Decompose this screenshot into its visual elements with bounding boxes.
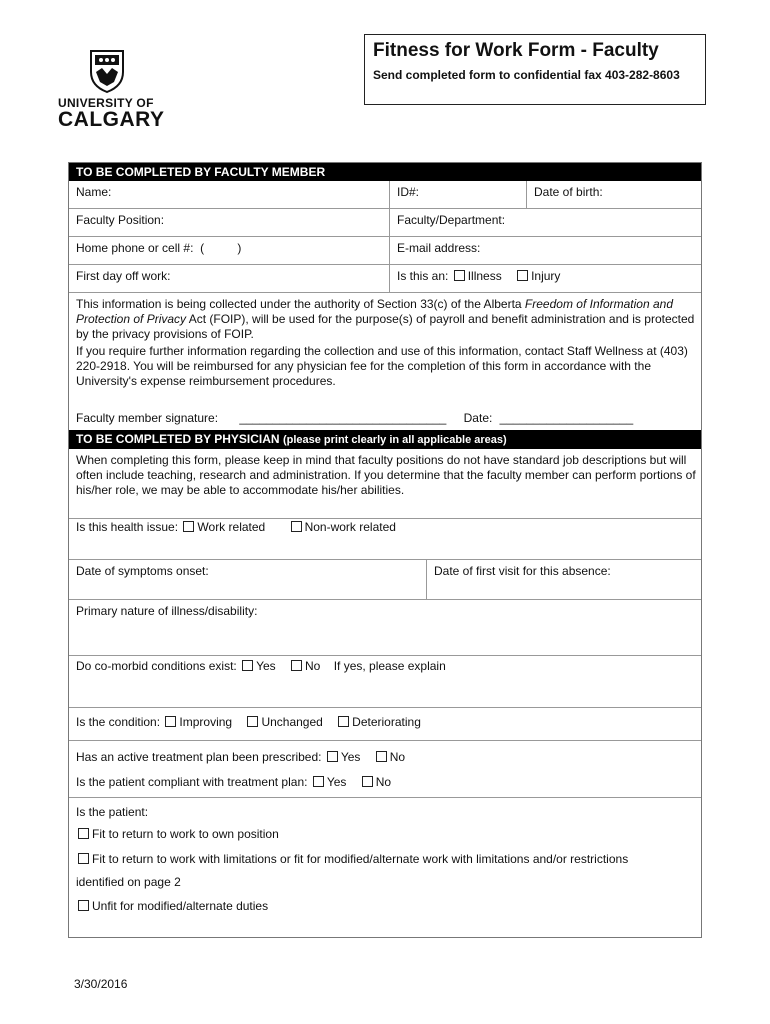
physician-intro: When completing this form, please keep in mind that faculty positions do not have standard job descriptions but will often include teaching, research and administration. If you determine that the faculty member can perform portions of his/her role, we may be able to accommodate his/her abilities. <box>76 453 696 497</box>
signature-blank: _______________________________ <box>239 411 447 425</box>
fit-limited-continued: identified on page 2 <box>76 875 181 889</box>
condition-question <box>76 715 421 730</box>
university-name-line2: CALGARY <box>58 108 165 131</box>
condition-label: Is the condition: <box>76 715 161 729</box>
compliant-label: Is the patient compliant with treatment plan: <box>76 775 308 789</box>
first-visit-label: Date of first visit for this absence: <box>434 564 611 578</box>
treatment-no-label: No <box>389 750 406 764</box>
row-health-issue <box>69 519 701 560</box>
row-position <box>69 209 701 237</box>
first-visit-field[interactable] <box>426 560 701 599</box>
first-day-field[interactable] <box>69 265 389 292</box>
health-issue-question <box>76 520 396 535</box>
comorbid-yes-checkbox[interactable] <box>242 660 253 671</box>
unchanged-checkbox[interactable] <box>247 716 258 727</box>
row-first-day <box>69 265 701 293</box>
foip-act-name: Freedom of Information and Protection of Privacy <box>76 297 673 326</box>
treatment-question <box>76 750 405 765</box>
unfit-label: Unfit for modified/alternate duties <box>92 899 269 913</box>
row-contact <box>69 237 701 265</box>
treatment-yes-checkbox[interactable] <box>327 751 338 762</box>
row-primary-nature[interactable] <box>69 600 701 656</box>
treatment-no-checkbox[interactable] <box>376 751 387 762</box>
crest-icon <box>88 48 126 94</box>
compliant-yes-label: Yes <box>326 775 347 789</box>
if-yes-label: If yes, please explain <box>333 659 446 673</box>
university-name-line1: UNIVERSITY OF <box>58 96 154 110</box>
dob-field[interactable] <box>526 181 701 208</box>
illness-checkbox[interactable] <box>454 270 465 281</box>
signature-line[interactable] <box>76 411 696 426</box>
injury-label: Injury <box>531 269 561 283</box>
dob-label: Date of birth: <box>534 185 603 199</box>
physician-section-heading <box>69 430 701 449</box>
comorbid-no-checkbox[interactable] <box>291 660 302 671</box>
improving-checkbox[interactable] <box>165 716 176 727</box>
row-comorbid <box>69 656 701 708</box>
foip-text-1: This information is being collected under the authority of Section 33(c) of the Alberta <box>76 297 525 311</box>
date-blank: ____________________ <box>499 411 634 425</box>
deteriorating-checkbox[interactable] <box>338 716 349 727</box>
patient-status-label: Is the patient: <box>76 805 149 819</box>
title-box <box>364 34 706 105</box>
id-label: ID#: <box>397 185 420 199</box>
treatment-label: Has an active treatment plan been prescribed: <box>76 750 322 764</box>
health-issue-label: Is this health issue: <box>76 520 179 534</box>
foip-notice <box>76 297 696 342</box>
compliant-question <box>76 775 391 790</box>
position-label: Faculty Position: <box>76 213 165 227</box>
comorbid-yes-label: Yes <box>256 659 276 673</box>
email-label: E-mail address: <box>397 241 481 255</box>
non-work-related-label: Non-work related <box>304 520 396 534</box>
improving-label: Improving <box>179 715 233 729</box>
department-label: Faculty/Department: <box>397 213 506 227</box>
onset-label: Date of symptoms onset: <box>76 564 209 578</box>
fit-limited-label: Fit to return to work with limitations or fit for modified/alternate work with limitations and/or restrictions <box>92 852 629 866</box>
fit-own-label: Fit to return to work to own position <box>92 827 279 841</box>
compliant-no-checkbox[interactable] <box>362 776 373 787</box>
work-related-checkbox[interactable] <box>183 521 194 532</box>
fit-own-option <box>76 827 279 842</box>
illness-label: Illness <box>467 269 502 283</box>
name-field[interactable] <box>69 181 389 208</box>
primary-nature-label: Primary nature of illness/disability: <box>76 604 258 618</box>
deteriorating-label: Deteriorating <box>352 715 421 729</box>
comorbid-question <box>76 659 446 674</box>
fit-limited-option <box>76 852 700 867</box>
date-label: Date: <box>463 411 493 425</box>
fit-own-checkbox[interactable] <box>78 828 89 839</box>
row-condition <box>69 708 701 741</box>
signature-label: Faculty member signature: <box>76 411 219 425</box>
phone-label: Home phone or cell #: ( ) <box>76 241 242 255</box>
absence-type-field <box>389 265 701 292</box>
treatment-yes-label: Yes <box>340 750 361 764</box>
row-name <box>69 181 701 209</box>
work-related-label: Work related <box>197 520 266 534</box>
row-physician-intro <box>69 449 701 519</box>
injury-checkbox[interactable] <box>517 270 528 281</box>
unchanged-label: Unchanged <box>261 715 323 729</box>
fit-limited-checkbox[interactable] <box>78 853 89 864</box>
fax-instruction: Send completed form to confidential fax 403-282-8603 <box>373 68 680 82</box>
name-label: Name: <box>76 185 112 199</box>
compliant-yes-checkbox[interactable] <box>313 776 324 787</box>
onset-field[interactable] <box>69 560 426 599</box>
university-logo <box>58 48 165 131</box>
position-field[interactable] <box>69 209 389 236</box>
non-work-related-checkbox[interactable] <box>291 521 302 532</box>
reimbursement-notice: If you require further information regarding the collection and use of this information, contact Staff Wellness at (403) 220-2918. You will be reimbursed for any physician fee for the completion of this form in accordance with the University's expense reimbursement procedures. <box>76 344 688 388</box>
unfit-option <box>76 899 268 914</box>
compliant-no-label: No <box>375 775 392 789</box>
department-field[interactable] <box>389 209 701 236</box>
foip-text-2: Act (FOIP), will be used for the purpose(s) of payroll and benefit administration and is protected by the privacy provisions of FOIP. <box>76 312 695 341</box>
first-day-label: First day off work: <box>76 269 171 283</box>
id-field[interactable] <box>389 181 526 208</box>
form-table <box>68 162 702 938</box>
comorbid-label: Do co-morbid conditions exist: <box>76 659 237 673</box>
row-treatment <box>69 741 701 798</box>
row-dates <box>69 560 701 600</box>
unfit-checkbox[interactable] <box>78 900 89 911</box>
comorbid-no-label: No <box>305 659 321 673</box>
is-this-label: Is this an: <box>397 269 449 283</box>
physician-heading-note: (please print clearly in all applicable areas) <box>282 434 507 446</box>
footer-date: 3/30/2016 <box>74 977 128 991</box>
form-title: Fitness for Work Form - Faculty <box>373 40 659 61</box>
phone-field[interactable] <box>69 237 389 264</box>
faculty-section-heading: TO BE COMPLETED BY FACULTY MEMBER <box>69 163 701 181</box>
email-field[interactable] <box>389 237 701 264</box>
physician-heading-text: TO BE COMPLETED BY PHYSICIAN <box>76 432 280 446</box>
